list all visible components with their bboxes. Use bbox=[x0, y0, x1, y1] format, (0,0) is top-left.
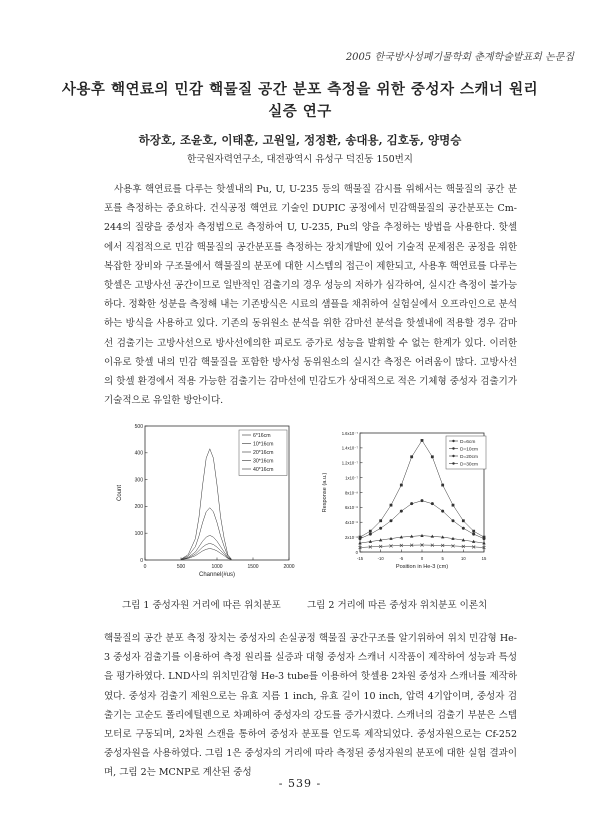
legend-label: 40*16cm bbox=[253, 466, 274, 473]
data-point bbox=[421, 439, 424, 442]
x-tick-label: -5 bbox=[399, 556, 404, 561]
author-list: 하장호, 조윤호, 이태훈, 고원일, 정정환, 송대용, 김호동, 양명승 bbox=[138, 133, 462, 147]
data-point bbox=[431, 502, 434, 505]
title-line-2: 실증 연구 bbox=[268, 103, 332, 120]
figure-2-caption: 그림 2 거리에 따른 중성자 위치분포 이론치 bbox=[307, 600, 488, 611]
data-point bbox=[421, 499, 424, 502]
y-axis-label: Response (a.u.) bbox=[322, 472, 328, 513]
y-tick-label: 1.2x10⁻⁷ bbox=[341, 460, 358, 466]
legend-label: D=30cm bbox=[460, 462, 478, 468]
figure-1-chart bbox=[111, 420, 295, 583]
data-point bbox=[379, 519, 382, 522]
data-point bbox=[462, 519, 465, 522]
y-tick-label: 2x10⁻⁸ bbox=[344, 534, 358, 540]
data-point bbox=[410, 502, 413, 505]
x-tick-label: 1500 bbox=[247, 564, 259, 570]
y-tick-label: 1x10⁻⁷ bbox=[345, 475, 358, 481]
affiliation: 한국원자력연구소, 대전광역시 유성구 덕진동 150번지 bbox=[187, 154, 413, 165]
paper-title bbox=[60, 79, 540, 123]
x-tick-label: 5 bbox=[441, 556, 444, 561]
data-point bbox=[400, 510, 403, 513]
title-line-1: 사용후 핵연료의 민감 핵물질 공간 분포 측정을 위한 중성자 스캐너 원리 bbox=[61, 81, 539, 98]
figure-2-chart bbox=[318, 425, 490, 580]
y-tick-label: 100 bbox=[134, 531, 143, 537]
legend-label: 6*16cm bbox=[253, 432, 271, 439]
data-point bbox=[452, 519, 455, 522]
y-tick-label: 0 bbox=[140, 557, 143, 564]
x-tick-label: 2000 bbox=[283, 564, 295, 570]
data-point bbox=[441, 484, 444, 487]
body-paragraph-2 bbox=[104, 629, 517, 783]
data-point bbox=[390, 519, 393, 522]
y-axis-label: Count bbox=[117, 484, 123, 502]
legend-label: 10*16cm bbox=[253, 441, 274, 448]
y-tick-label: 200 bbox=[134, 504, 143, 511]
data-point bbox=[483, 537, 486, 540]
y-tick-label: 8x10⁻⁸ bbox=[344, 490, 358, 496]
data-point bbox=[472, 530, 475, 533]
data-point bbox=[379, 527, 382, 530]
data-point bbox=[359, 537, 362, 540]
x-tick-label: 1000 bbox=[211, 564, 223, 570]
legend-marker bbox=[452, 447, 454, 449]
y-tick-label: 500 bbox=[134, 423, 143, 430]
y-tick-label: 300 bbox=[134, 477, 143, 484]
paragraph-text: 핵물질의 공간 분포 측정 장치는 중성자의 손실공정 핵물질 공간구조를 알기위하여 위치 민감형 He-3 중성자 검출기를 이용하여 측정 원리를 실증과 대형 중성자 스캐너 시작품이 제작하여 성능과 특성을 평가하였다. LND사의 위치민감형 He-3 tube를 이용하여 핫셀용 2차원 중성자 스캐너를 제작하였다. 중성자 검출기 제원으로는 유효 지름 1 inch, 유효 길이 10 inch, 압력 4기압이며, 중성자 검출기는 고순도 폴리에틸렌으로 차폐하여 중성자의 강도를 증가시켰다. 스캐너의 검출기 부분은 스텝모터로 구동되며, 2차원 스캔을 통하여 중성자 분포를 얻도록 제작되었다. 중성자원으로는 Cf-252 중성자원을 사용하였다. 그림 1은 중성자의 거리에 따라 측정된 중성자원의 분포에 대한 실험 결과이며, 그림 2는 MCNP로 계산된 중성 bbox=[104, 633, 517, 779]
x-tick-label: 500 bbox=[176, 564, 186, 570]
figure-1-caption: 그림 1 중성자원 거리에 따른 위치분포 bbox=[122, 600, 281, 611]
x-tick-label: 15 bbox=[481, 556, 487, 561]
conference-header: 2005 한국방사성폐기물학회 춘계학술발표회 논문집 bbox=[345, 52, 574, 63]
data-point bbox=[452, 504, 455, 507]
legend-label: 20*16cm bbox=[253, 449, 274, 456]
y-tick-label: 1.4x10⁻⁷ bbox=[341, 445, 358, 451]
x-tick-label: 10 bbox=[460, 556, 466, 561]
x-tick-label: 0 bbox=[420, 556, 424, 561]
x-tick-label: -15 bbox=[356, 556, 364, 561]
data-point bbox=[400, 484, 403, 487]
x-axis-label: Channel(#us) bbox=[198, 572, 236, 578]
x-axis-label: Position in He-3 (cm) bbox=[395, 564, 449, 570]
data-point bbox=[410, 455, 413, 458]
paragraph-text: 사용후 핵연료를 다루는 핫셀내의 Pu, U, U-235 등의 핵물질 감시를 위해서는 핵물질의 공간 분포를 측정하는 중요하다. 건식공정 핵연료 기술인 DUPIC 공정에서 민감핵물질의 공간분포는 Cm-244의 질량을 중성자 측정법으로 측정하여 U, U-235, Pu의 양을 추정하는 방법을 사용한다. 핫셀에서 직접적으로 민감 핵물질의 공간분포를 측정하는 장치개발에 있어 기술적 문제점은 공정을 위한 복잡한 장비와 구조물에서 핵물질의 분포에 대한 시스템의 접근이 제한되고, 사용후 핵연료를 다루는 핫셀은 고방사선 공간이므로 일반적인 검출기의 경우 성능의 저하가 심각하여, 실시간 측정이 불가능하다. 정확한 성분을 측정해 내는 기존방식은 시료의 샘플을 채취하여 실험실에서 오프라인으로 분석하는 방식을 사용하고 있다. 기존의 동위원소 분석을 위한 감마선 분석을 핫셀내에 적용할 경우 감마선 검출기는 고방사선으로 방사선에의한 피로도 증가로 성능을 발휘할 수 없는 한계가 있다. 이러한 이유로 핫셀 내의 민감 핵물질을 포함한 방사성 동위원소의 실시간 측정은 어려움이 많다. 고방사선의 핫셀 환경에서 적용 가능한 검출기는 감마선에 민감도가 상대적으로 적은 기체형 중성자 검출기가 기술적으로 유일한 방안이다. bbox=[104, 184, 517, 407]
x-tick-label: -10 bbox=[377, 556, 384, 561]
y-tick-label: 1.6x10⁻⁷ bbox=[341, 430, 358, 436]
legend-label: D=6cm bbox=[460, 439, 476, 445]
legend-marker bbox=[452, 440, 454, 442]
data-point bbox=[431, 455, 434, 458]
data-point bbox=[472, 533, 475, 536]
abstract-paragraph-1 bbox=[104, 180, 517, 410]
data-point bbox=[390, 504, 393, 507]
data-point bbox=[441, 510, 444, 513]
y-tick-label: 0 bbox=[355, 549, 358, 555]
data-point bbox=[420, 534, 423, 537]
series-line bbox=[360, 501, 484, 539]
y-tick-label: 4x10⁻⁸ bbox=[344, 520, 358, 526]
legend-label: D=20cm bbox=[460, 454, 478, 460]
data-point bbox=[369, 533, 372, 536]
legend-marker bbox=[452, 455, 454, 457]
legend-marker bbox=[452, 462, 454, 464]
legend-label: 30*16cm bbox=[253, 458, 274, 465]
y-tick-label: 400 bbox=[134, 450, 143, 457]
page-number: - 539 - bbox=[278, 777, 322, 790]
series-line bbox=[181, 449, 231, 559]
data-point bbox=[369, 530, 372, 533]
legend-label: D=10cm bbox=[460, 447, 478, 453]
data-point bbox=[462, 527, 465, 530]
x-tick-label: 0 bbox=[143, 564, 147, 570]
y-tick-label: 6x10⁻⁸ bbox=[344, 505, 358, 511]
